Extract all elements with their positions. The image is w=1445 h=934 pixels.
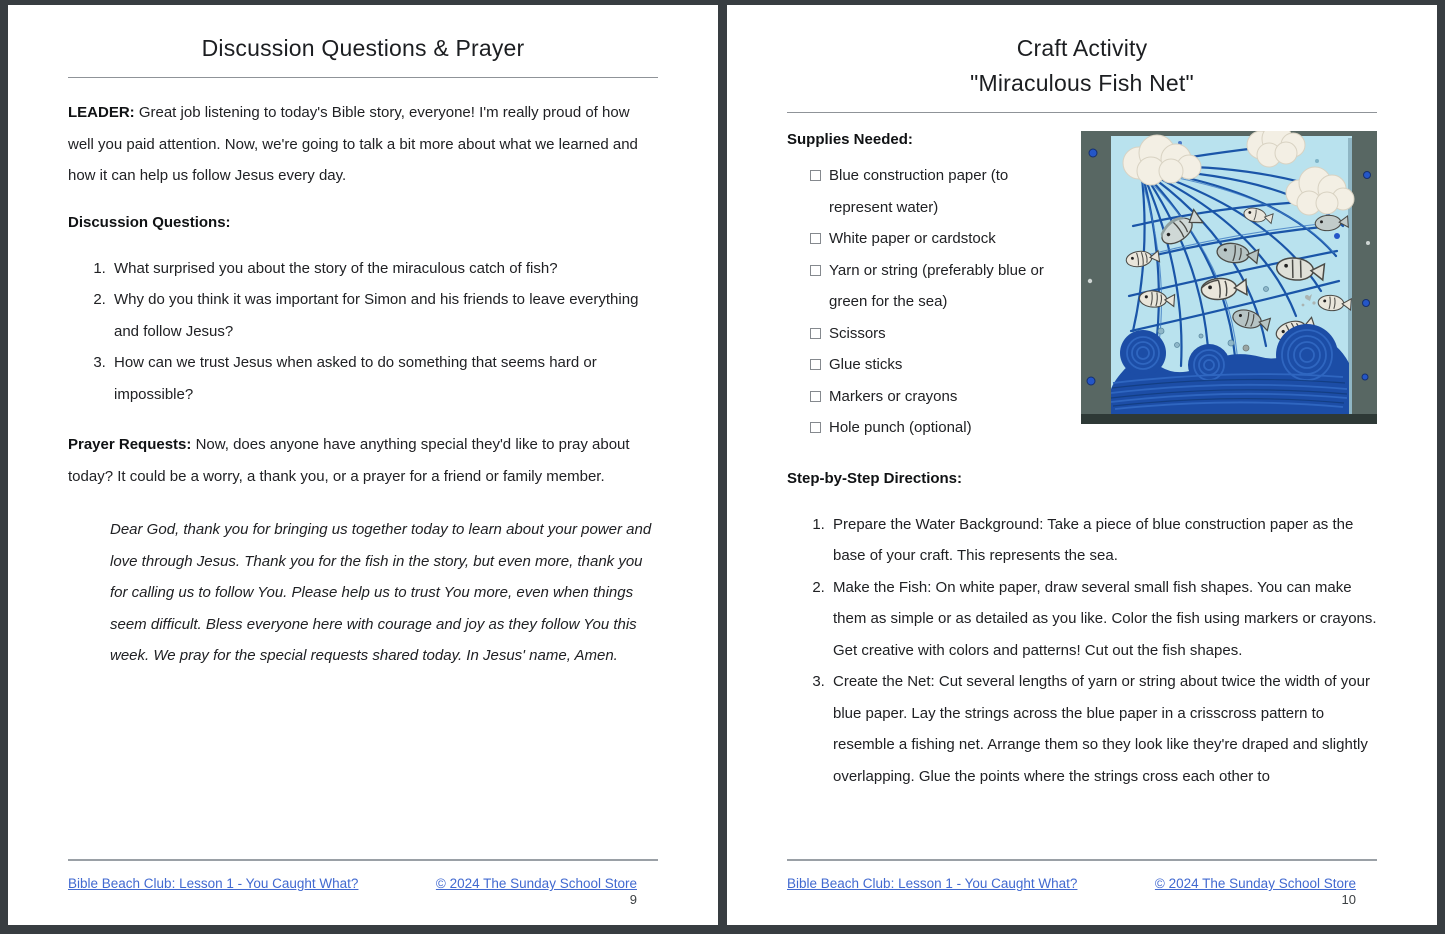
store-copyright-link[interactable]: © 2024 The Sunday School Store [1154, 876, 1356, 891]
page-left [8, 5, 718, 925]
page-title-line2: "Miraculous Fish Net" [970, 70, 1194, 96]
directions-list [787, 509, 1377, 793]
checkbox-icon [810, 265, 821, 276]
page-title [787, 31, 1377, 101]
lesson-link[interactable]: Bible Beach Club: Lesson 1 - You Caught What? [68, 876, 359, 891]
discussion-questions-heading: Discussion Questions: [68, 213, 231, 231]
list-item: 2. Why do you think it was important for Simon and his friends to leave everything and follow Jesus? [110, 284, 658, 347]
supply-label: Glue sticks [829, 356, 903, 373]
list-item [810, 412, 1059, 444]
list-item [810, 223, 1059, 255]
supplies-list [787, 160, 1059, 444]
page-title [68, 31, 658, 66]
craft-photo [1081, 131, 1377, 424]
footer-divider [787, 859, 1377, 861]
list-item: 3. Create the Net: Cut several lengths of yarn or string about twice the width of your blue paper. Lay the strings across the blue paper in a crisscross pattern to resemble a fishing net. Arrange them so they look like they're draped and slightly overlapping. Glue the points where the strings cross each other to [829, 666, 1377, 792]
list-item: 2. Make the Fish: On white paper, draw several small fish shapes. You can make them as simple or as detailed as you like. Color the fish using markers or crayons. Get creative with colors and patterns! Cut out the fish shapes. [829, 572, 1377, 667]
title-divider [68, 77, 658, 78]
directions-heading: Step-by-Step Directions: [787, 469, 963, 487]
page-footer [68, 859, 658, 907]
supplies-column [787, 131, 1059, 444]
title-divider [787, 112, 1377, 113]
page-title-text: Discussion Questions & Prayer [201, 35, 525, 61]
list-item: 1. Prepare the Water Background: Take a piece of blue construction paper as the base of your craft. This represents the sea. [829, 509, 1377, 572]
supply-label: Scissors [829, 324, 886, 342]
checkbox-icon [810, 233, 821, 244]
supplies-section [787, 131, 1377, 444]
checkbox-icon [810, 359, 821, 370]
list-item [810, 160, 1059, 223]
prayer-requests-paragraph [68, 429, 658, 492]
page-footer [787, 859, 1377, 907]
checkbox-icon [810, 170, 821, 181]
prayer-quote: Dear God, thank you for bringing us together today to learn about your power and love through Jesus. Thank you for the fish in the story, but even more, thank you for calling us to follow You. Please help us to trust You more, even when things seem difficult. Bless everyone here with courage and joy as they follow You this week. We pray for the special requests shared today. In Jesus' name, Amen. [110, 521, 652, 664]
store-copyright-link[interactable]: © 2024 The Sunday School Store [435, 876, 637, 891]
prayer-requests-label: Prayer Requests: [68, 436, 192, 453]
list-item [810, 381, 1059, 413]
leader-label: LEADER: [68, 104, 135, 121]
list-item [810, 255, 1059, 318]
supply-label: Blue construction paper (to represent water) [829, 167, 1009, 216]
page-number: 10 [1341, 892, 1356, 907]
supply-label: Yarn or string (preferably blue or green for the sea) [829, 261, 1044, 310]
leader-text: Great job listening to today's Bible story, everyone! I'm really proud of how well you paid attention. Now, we're going to talk a bit more about what we learned and how it can help us follow Jesus every day. [68, 104, 638, 184]
supply-label: Hole punch (optional) [829, 419, 972, 436]
leader-paragraph [68, 97, 658, 192]
supply-label: White paper or cardstock [829, 230, 996, 247]
list-item: 1. What surprised you about the story of the miraculous catch of fish? [110, 253, 658, 285]
list-item [810, 318, 1059, 350]
supplies-heading: Supplies Needed: [787, 131, 913, 148]
document-spread [8, 5, 1437, 925]
checkbox-icon [810, 328, 821, 339]
page-right [727, 5, 1437, 925]
footer-divider [68, 859, 658, 861]
lesson-link[interactable]: Bible Beach Club: Lesson 1 - You Caught What? [787, 876, 1078, 891]
page-number: 9 [629, 892, 637, 907]
checkbox-icon [810, 391, 821, 402]
page-title-line1: Craft Activity [1016, 35, 1148, 61]
list-item: 3. How can we trust Jesus when asked to do something that seems hard or impossible? [110, 347, 658, 410]
list-item [810, 349, 1059, 381]
checkbox-icon [810, 422, 821, 433]
supply-label: Markers or crayons [829, 387, 958, 405]
craft-image [1081, 131, 1377, 424]
prayer-requests-text: Now, does anyone have anything special they'd like to pray about today? It could be a worry, a thank you, or a prayer for a friend or family member. [68, 436, 630, 485]
discussion-questions-list [68, 253, 658, 411]
